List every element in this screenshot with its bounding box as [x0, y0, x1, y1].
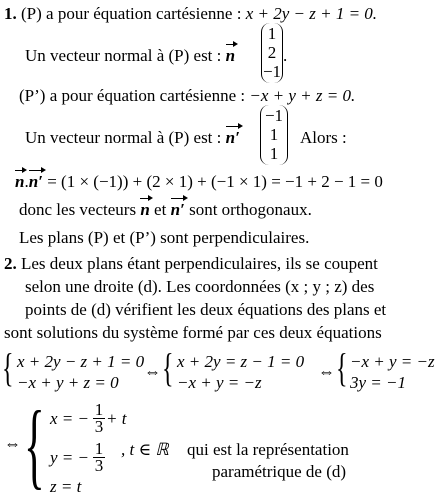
line-11: sont solutions du système formé par ces deux équations	[4, 323, 382, 342]
line-4-text: Un vecteur normal à (P) est :	[25, 128, 226, 147]
period: .	[283, 46, 288, 65]
param-z: z = t	[50, 477, 82, 496]
param-y-lhs: y = −	[50, 448, 89, 467]
line-7: Les plans (P) et (P’) sont perpendiculaires.	[19, 228, 310, 247]
plane-p-equation: x + 2y − z + 1 = 0.	[245, 4, 378, 23]
line-3-text: (P’) a pour équation cartésienne :	[19, 86, 250, 105]
line-6	[19, 200, 312, 220]
alors-text: Alors :	[300, 128, 347, 147]
brace-4: {	[24, 391, 45, 498]
matrix-n-prime	[260, 105, 288, 165]
equivalence-arrow-1: ⇔	[144, 362, 161, 381]
param-x-rhs: + t	[106, 409, 127, 428]
line-8-text: Les deux plans étant perpendiculaires, ils se coupent	[16, 254, 378, 273]
vector-np-dot: n′	[28, 172, 43, 191]
line-2	[25, 46, 235, 66]
matrix-n-cell-1: 1	[267, 24, 277, 43]
dot-product: = (1 × (−1)) + (2 × 1) + (−1 × 1) = −1 + 2 − 1 = 0	[42, 172, 383, 191]
line-6-b: sont orthogonaux.	[184, 200, 312, 219]
fraction-y-num: 1	[94, 439, 104, 458]
line-2-text: Un vecteur normal à (P) est :	[25, 46, 226, 65]
system-2-eq-2: −x + y = −z	[177, 373, 262, 392]
param-condition: , t ∈ ℝ	[121, 440, 169, 459]
matrix-n	[261, 23, 283, 83]
param-description-1: qui est la représentation	[187, 440, 349, 459]
line-10: points de (d) vérifient les deux équations des plans et	[25, 300, 387, 319]
vector-n: n	[225, 46, 236, 65]
line-5: n.n′ = (1 × (−1)) + (2 × 1) + (−1 × 1) = −1 + 2 − 1 = 0	[15, 172, 383, 191]
matrix-np-cell-2: 1	[269, 125, 279, 144]
matrix-np-cell-3: 1	[269, 144, 279, 163]
matrix-n-cell-2: 2	[267, 43, 277, 62]
line-9: selon une droite (d). Les coordonnées (x ; y ; z) des	[25, 277, 375, 296]
brace-2: {	[162, 345, 174, 390]
fraction-y	[93, 441, 105, 474]
system-3-eq-1: −x + y = −z	[350, 352, 435, 371]
equivalence-arrow-2: ⇔	[318, 362, 335, 381]
line-4	[25, 128, 240, 148]
fraction-x-den: 3	[94, 417, 104, 436]
brace-1: {	[2, 345, 14, 390]
equivalence-arrow-3: ⇔	[4, 434, 21, 453]
matrix-n-cell-3: −1	[262, 62, 282, 81]
vector-n-2: n	[140, 200, 150, 219]
item-number-2: 2.	[4, 254, 17, 273]
plane-pp-equation: −x + y + z = 0.	[249, 86, 356, 105]
fraction-x	[93, 402, 105, 435]
vector-n-prime: n′	[225, 128, 240, 147]
param-description-2: paramétrique de (d)	[212, 462, 347, 481]
system-1-eq-1: x + 2y − z + 1 = 0	[17, 352, 145, 371]
brace-3: {	[336, 345, 348, 390]
system-3-eq-2: 3y = −1	[350, 373, 406, 392]
line-1	[4, 4, 377, 24]
fraction-y-den: 3	[94, 456, 104, 475]
line-6-a: donc les vecteurs	[19, 200, 141, 219]
vector-n-dot: n	[15, 172, 25, 191]
item-number-1: 1.	[4, 4, 17, 23]
system-1-eq-2: −x + y + z = 0	[17, 373, 119, 392]
system-2-eq-1: x + 2y = z − 1 = 0	[177, 352, 305, 371]
line-6-et: et	[149, 200, 171, 219]
matrix-np-cell-1: −1	[264, 106, 284, 125]
line-3	[19, 86, 355, 106]
fraction-x-num: 1	[94, 400, 104, 419]
line-8	[4, 254, 378, 274]
line-1-text: (P) a pour équation cartésienne :	[16, 4, 246, 23]
param-x-lhs: x = −	[50, 409, 89, 428]
vector-np-2: n′	[170, 200, 185, 219]
